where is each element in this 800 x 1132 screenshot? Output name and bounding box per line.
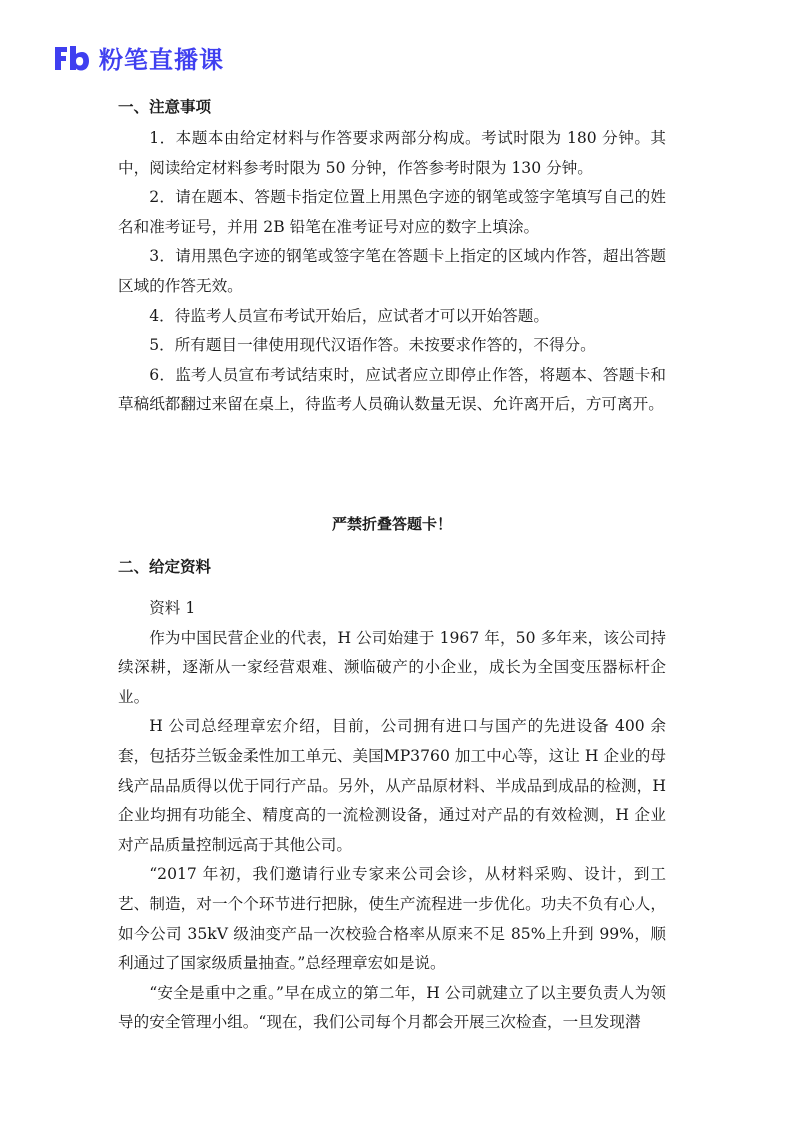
- section-heading-notes: 一、注意事项: [118, 98, 212, 116]
- material-paragraph: 作为中国民营企业的代表，H 公司始建于 1967 年，50 多年来，该公司持续深耕，逐渐从一家经营艰难、濒临破产的小企业，成长为全国变压器标杆企业。: [118, 628, 666, 706]
- material-paragraph: “安全是重中之重。”早在成立的第二年，H 公司就建立了以主要负责人为领导的安全管理小组。“现在，我们公司每个月都会开展三次检查，一旦发现潜: [118, 983, 666, 1032]
- notice-item: 1．本题本由给定材料与作答要求两部分构成。考试时限为 180 分钟。其中，阅读给定材料参考时限为 50 分钟，作答参考时限为 130 分钟。: [118, 129, 666, 177]
- notice-item: 5．所有题目一律使用现代汉语作答。未按要求作答的，不得分。: [149, 336, 596, 355]
- brand-logo: [53, 40, 224, 75]
- materials-body: [118, 594, 666, 1038]
- material-label: 资料 1: [149, 599, 196, 617]
- brand-name: 粉笔直播课: [99, 46, 224, 74]
- fenbi-logo-icon: [53, 43, 91, 73]
- notice-item: 2．请在题本、答题卡指定位置上用黑色字迹的钢笔或签字笔填写自己的姓名和准考证号，并用 2B 铅笔在准考证号对应的数字上填涂。: [118, 188, 666, 236]
- material-paragraph: “2017 年初，我们邀请行业专家来公司会诊，从材料采购、设计，到工艺、制造，对一个个环节进行把脉，使生产流程进一步优化。功夫不负有心人，如今公司 35kV 级油变产品一次校验合格率从原来不足 85%上升到 99%，顺利通过了国家级质量抽查。”总经理章宏如是说。: [118, 865, 666, 973]
- material-paragraph: H 公司总经理章宏介绍，目前，公司拥有进口与国产的先进设备 400 余套，包括芬兰钣金柔性加工单元、美国MP3760 加工中心等，这让 H 企业的母线产品品质得以优于同行产品。另外，从产品原材料、半成品到成品的检测，H 企业均拥有功能全、精度高的一流检测设备，通过对产品的有效检测，H 企业对产品质量控制远高于其他公司。: [118, 717, 666, 854]
- answer-card-warning: 严禁折叠答题卡！: [331, 515, 452, 533]
- document-body: [118, 94, 666, 1032]
- notice-item: 3．请用黑色字迹的钢笔或签字笔在答题卡上指定的区域内作答，超出答题区域的作答无效。: [118, 247, 666, 295]
- notice-item: 4．待监考人员宣布考试开始后，应试者才可以开始答题。: [149, 306, 549, 325]
- section-heading-materials: 二、给定资料: [118, 558, 212, 576]
- notice-item: 6．监考人员宣布考试结束时，应试者应立即停止作答，将题本、答题卡和草稿纸都翻过来留在桌上，待监考人员确认数量无误、允许离开后，方可离开。: [118, 365, 666, 414]
